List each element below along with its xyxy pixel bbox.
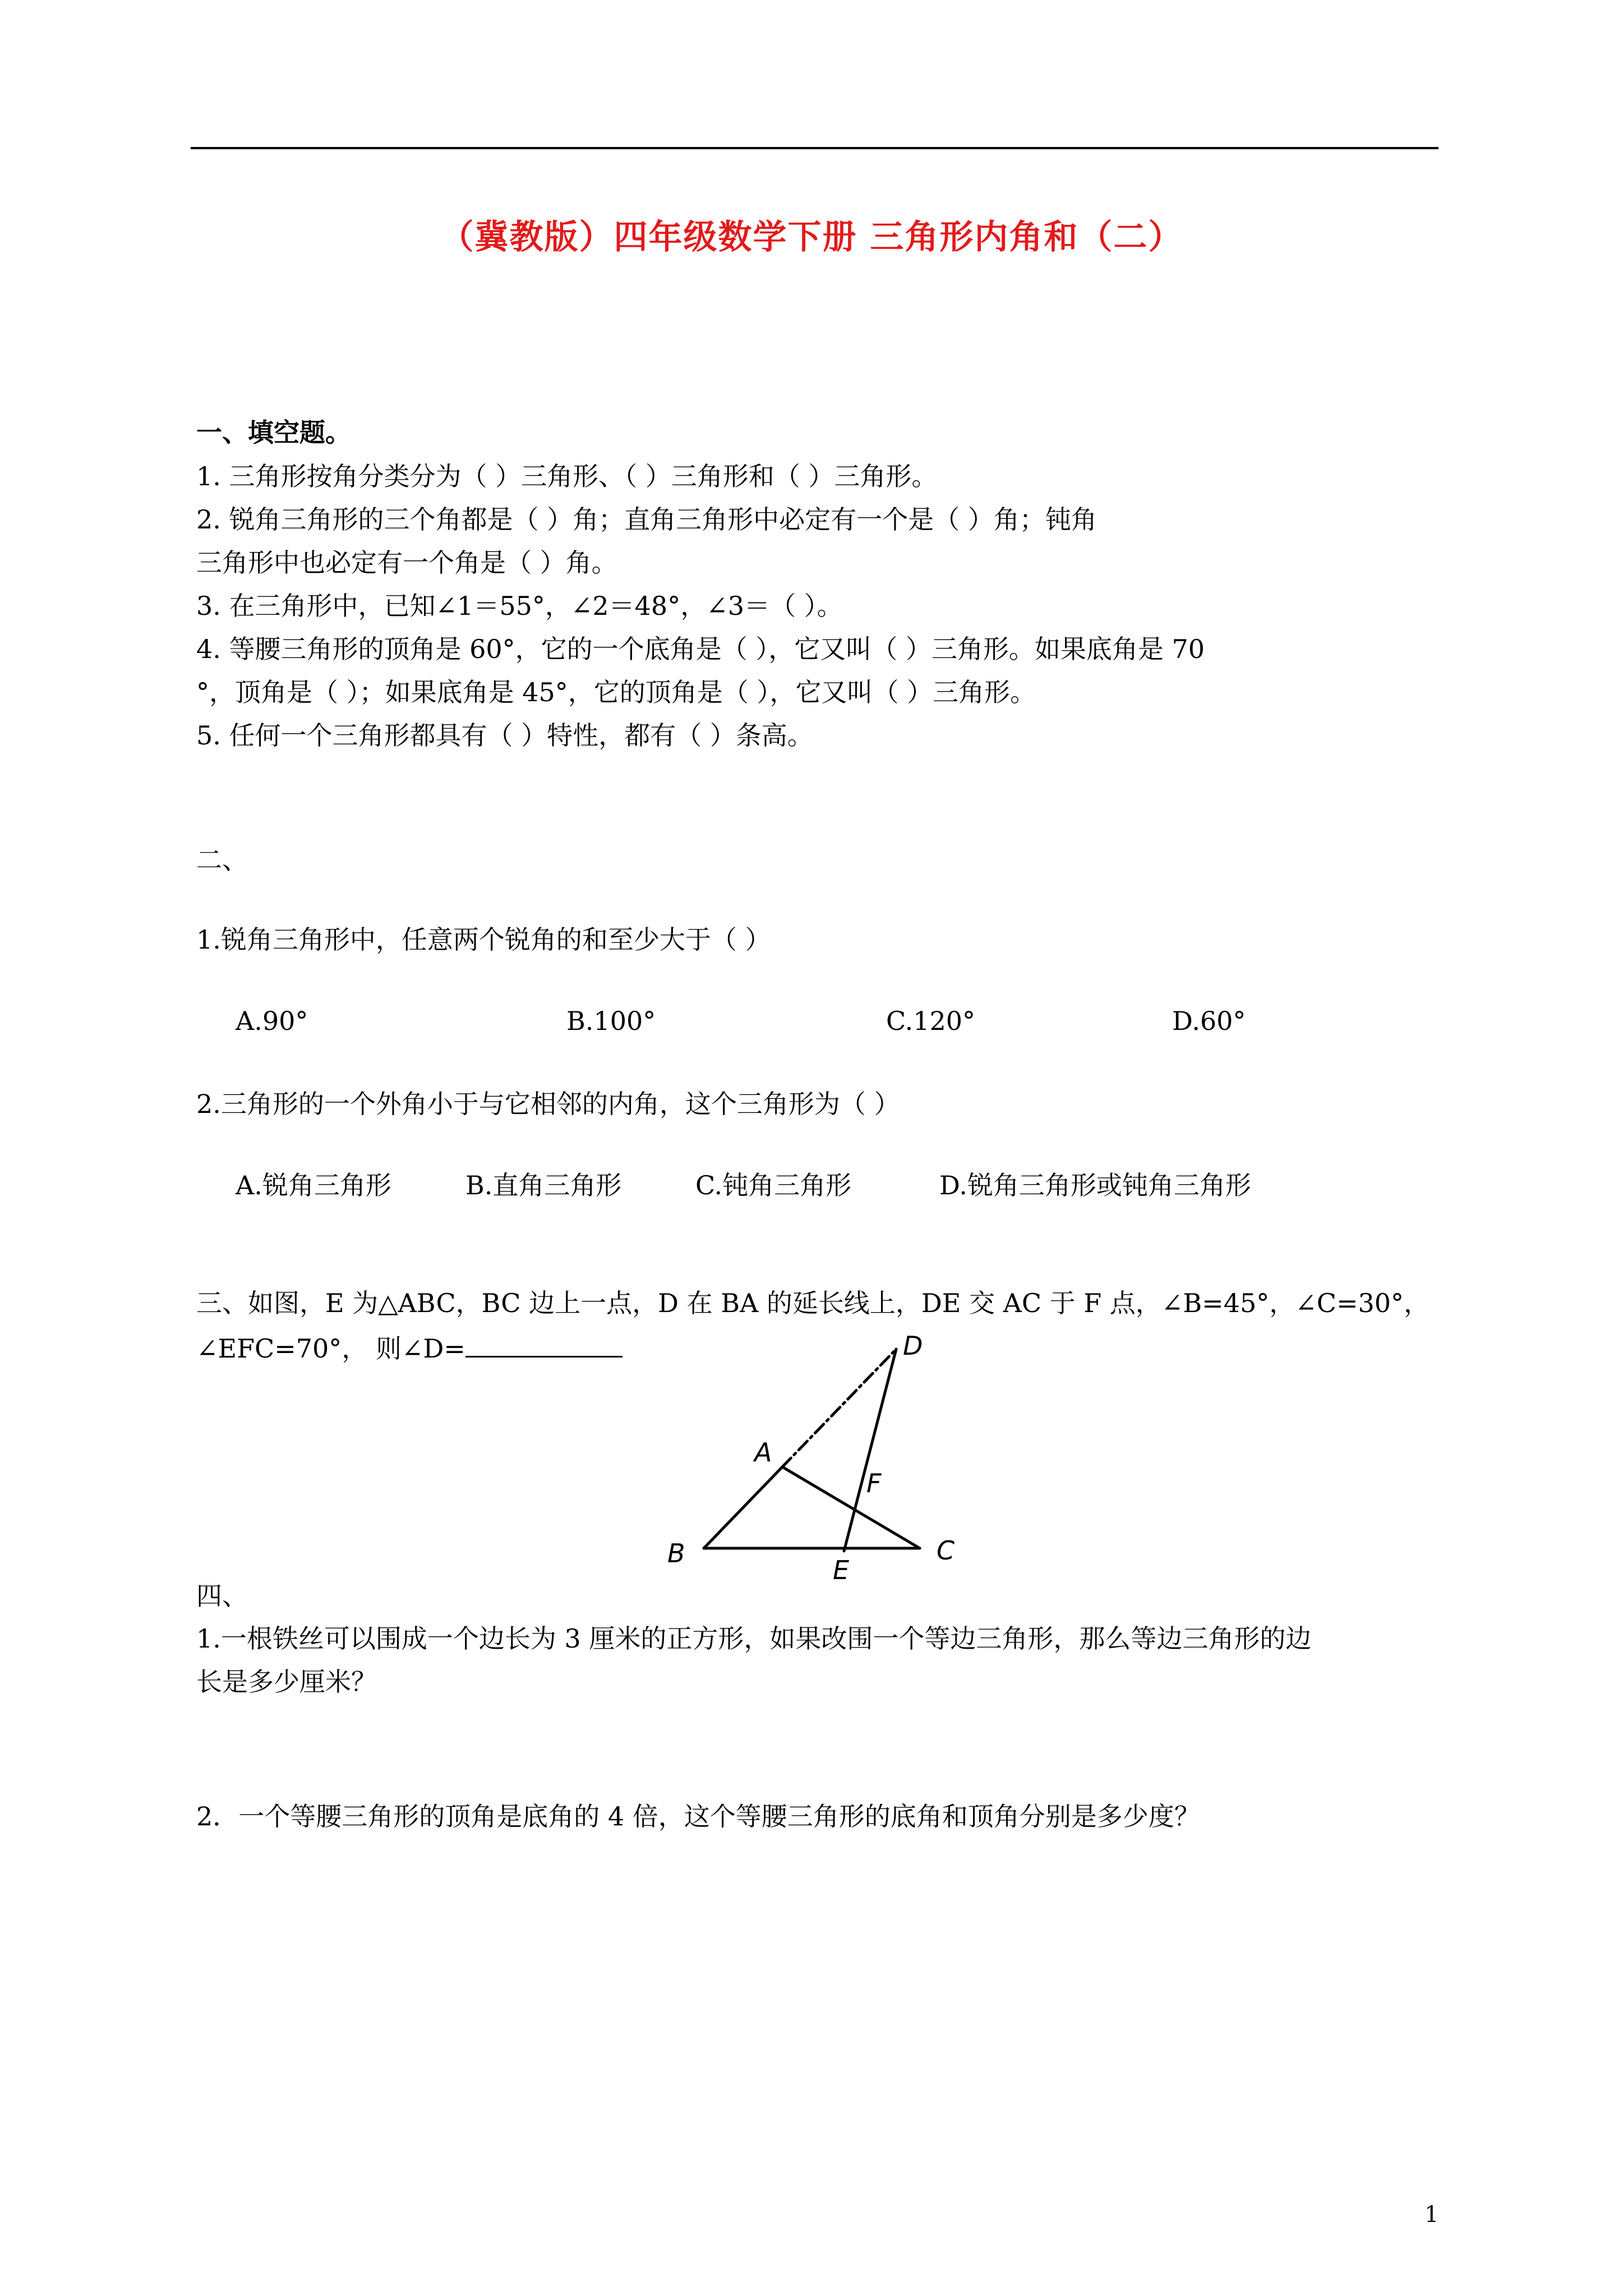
s2-question-1: 1.锐角三角形中，任意两个锐角的和至少大于（ ） bbox=[196, 924, 771, 955]
s2-q1-option-c: C.120° bbox=[886, 1006, 975, 1036]
segment-ba bbox=[704, 1467, 782, 1548]
triangle-figure bbox=[656, 1324, 970, 1582]
s1-question-1: 1. 三角形按角分类分为（ ）三角形、（ ）三角形和（ ）三角形。 bbox=[196, 461, 938, 491]
s3-question-line-2 bbox=[196, 1333, 623, 1364]
s2-q2-option-b: B.直角三角形 bbox=[465, 1170, 622, 1200]
s1-question-2-line-1: 2. 锐角三角形的三个角都是（ ）角；直角三角形中必定有一个是（ ）角；钝角 bbox=[196, 504, 1097, 535]
s4-question-1-line-1: 1.一根铁丝可以围成一个边长为 3 厘米的正方形，如果改围一个等边三角形，那么等边三角形的边 bbox=[196, 1623, 1312, 1654]
page-title: （冀教版）四年级数学下册 三角形内角和（二） bbox=[440, 218, 1183, 257]
label-c: C bbox=[937, 1535, 955, 1566]
label-f: F bbox=[866, 1468, 882, 1498]
s2-q1-option-a: A.90° bbox=[236, 1006, 308, 1036]
s1-question-2-line-2: 三角形中也必定有一个角是（ ）角。 bbox=[196, 547, 617, 578]
label-e: E bbox=[833, 1555, 850, 1582]
s3-question-line-1: 三、如图，E 为△ABC，BC 边上一点，D 在 BA 的延长线上，DE 交 AC 于 F 点，∠B=45°，∠C=30°， bbox=[196, 1288, 1430, 1318]
s2-q2-option-d: D.锐角三角形或钝角三角形 bbox=[939, 1170, 1251, 1200]
section-4-heading: 四、 bbox=[196, 1581, 248, 1611]
label-a: A bbox=[754, 1437, 772, 1467]
page-number: 1 bbox=[1424, 2202, 1439, 2228]
s1-question-3: 3. 在三角形中，已知∠1＝55°，∠2＝48°，∠3＝（ ）。 bbox=[196, 591, 843, 621]
s4-question-1-line-2: 长是多少厘米？ bbox=[196, 1667, 377, 1697]
segment-ad-extension bbox=[782, 1349, 896, 1467]
s1-question-5: 5. 任何一个三角形都具有（ ）特性，都有（ ）条高。 bbox=[196, 720, 813, 751]
label-d: D bbox=[903, 1331, 923, 1361]
section-2-heading: 二、 bbox=[196, 845, 248, 875]
s2-q2-option-a: A.锐角三角形 bbox=[236, 1170, 391, 1200]
s2-q2-option-c: C.钝角三角形 bbox=[695, 1170, 852, 1200]
s2-q1-option-b: B.100° bbox=[566, 1006, 656, 1036]
s3-question-text: ∠EFC=70°， 则∠D= bbox=[196, 1333, 465, 1364]
s1-question-4-line-2: °，顶角是（ ）；如果底角是 45°，它的顶角是（ ），它又叫（ ）三角形。 bbox=[196, 677, 1036, 707]
s2-question-2: 2.三角形的一个外角小于与它相邻的内角，这个三角形为（ ） bbox=[196, 1089, 900, 1119]
answer-blank bbox=[465, 1333, 623, 1358]
s1-question-4-line-1: 4. 等腰三角形的顶角是 60°，它的一个底角是（ ），它又叫（ ）三角形。如果底角是 70 bbox=[196, 634, 1205, 664]
label-b: B bbox=[667, 1538, 685, 1568]
header-rule bbox=[191, 147, 1438, 149]
s2-q1-option-d: D.60° bbox=[1172, 1006, 1246, 1036]
section-1-heading: 一、填空题。 bbox=[196, 417, 351, 448]
segment-de bbox=[844, 1349, 896, 1551]
segment-ac bbox=[782, 1467, 920, 1548]
s4-question-2: 2．一个等腰三角形的顶角是底角的 4 倍，这个等腰三角形的底角和顶角分别是多少度？ bbox=[196, 1801, 1200, 1832]
